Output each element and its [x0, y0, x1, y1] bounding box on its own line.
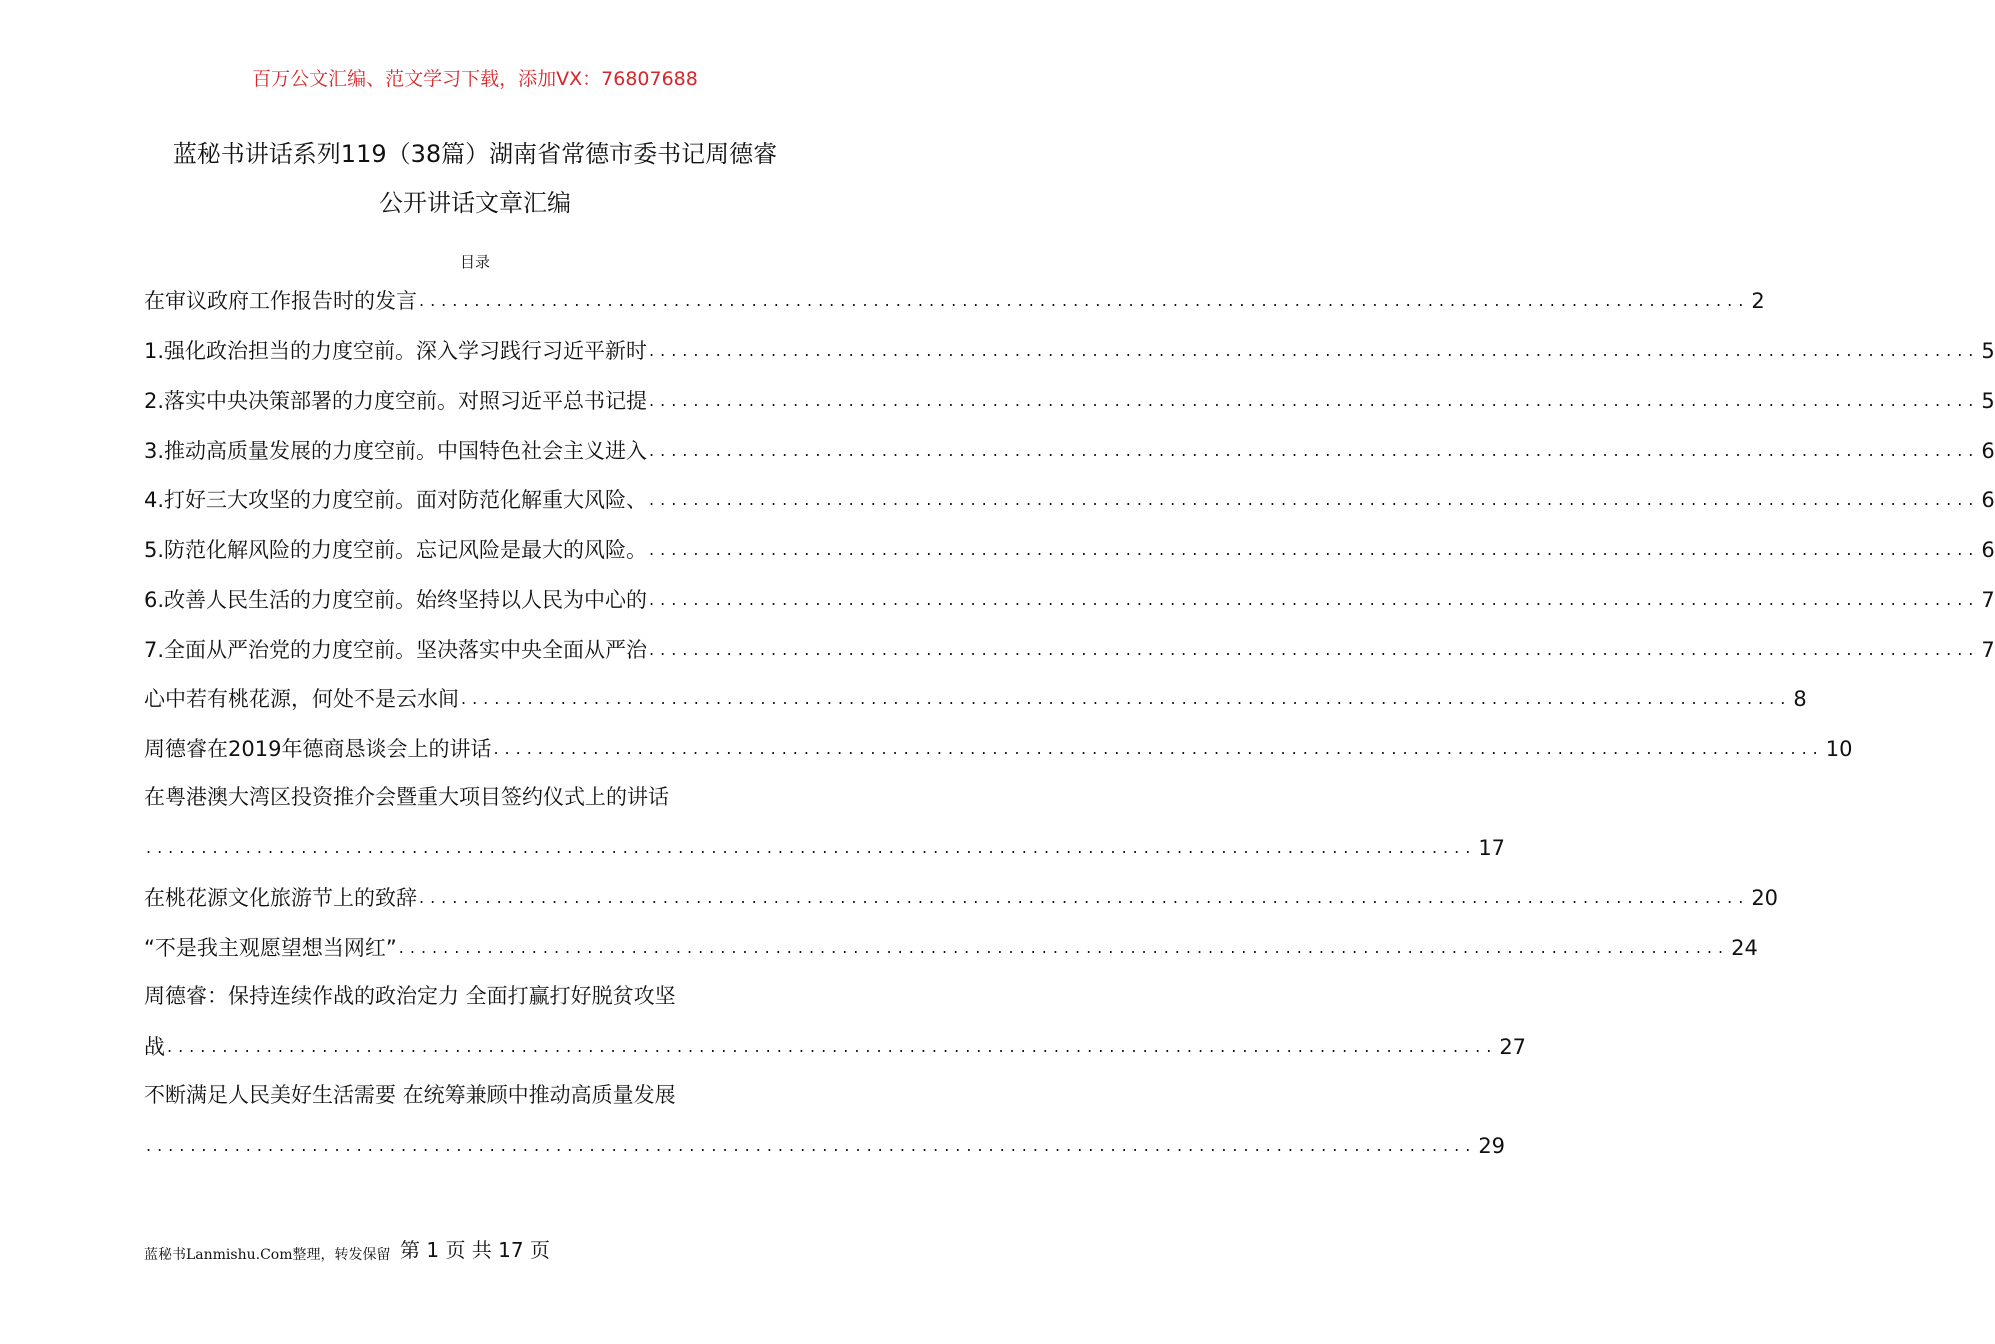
- toc-entry-page: 10: [1825, 737, 1853, 761]
- toc-entry-title: 周德睿在2019年德商恳谈会上的讲话: [144, 737, 492, 761]
- toc-leader-dots: ........................................................................................................................: [649, 590, 1980, 609]
- toc-entry-page: 2: [1751, 289, 1765, 313]
- toc-leader-dots: ........................................................................................................................: [649, 441, 1980, 460]
- toc-entry[interactable]: [144, 730, 1853, 764]
- toc-entry-title: 7.全面从严治党的力度空前。坚决落实中央全面从严治: [144, 638, 648, 662]
- toc-entry[interactable]: [144, 1127, 1506, 1161]
- toc-entry-page: 5: [1981, 339, 1995, 363]
- toc-entry-continuation: 战: [144, 1035, 165, 1059]
- toc-entry-title[interactable]: 在粤港澳大湾区投资推介会暨重大项目签约仪式上的讲话: [144, 785, 669, 809]
- toc-leader-dots: ........................................................................................................................: [146, 838, 1477, 857]
- toc-leader-dots: ........................................................................................................................: [419, 888, 1750, 907]
- toc-entry-page: 7: [1981, 638, 1995, 662]
- toc-entry[interactable]: [144, 1028, 1527, 1062]
- toc-leader-dots: ........................................................................................................................: [649, 490, 1980, 509]
- toc-leader-dots: ........................................................................................................................: [461, 689, 1792, 708]
- toc-entry[interactable]: [144, 879, 1779, 913]
- toc-entry[interactable]: [144, 432, 1995, 466]
- toc-entry-page: 17: [1478, 836, 1506, 860]
- toc-leader-dots: ........................................................................................................................: [649, 540, 1980, 559]
- toc-entry[interactable]: [144, 680, 1807, 714]
- toc-entry-title[interactable]: 周德睿：保持连续作战的政治定力 全面打赢打好脱贫攻坚: [144, 984, 676, 1008]
- toc-entry[interactable]: [144, 382, 1995, 416]
- promo-banner: 百万公文汇编、范文学习下载，添加VX：76807688: [252, 68, 698, 90]
- toc-entry-title: 4.打好三大攻坚的力度空前。面对防范化解重大风险、: [144, 488, 648, 512]
- toc-entry[interactable]: [144, 481, 1995, 515]
- toc-entry-page: 8: [1793, 687, 1807, 711]
- toc-leader-dots: ........................................................................................................................: [167, 1037, 1498, 1056]
- toc-entry-page: 24: [1731, 936, 1758, 960]
- toc-leader-dots: ........................................................................................................................: [649, 341, 1980, 360]
- toc-leader-dots: ........................................................................................................................: [419, 291, 1750, 310]
- toc-entry[interactable]: [144, 829, 1506, 863]
- toc-entry[interactable]: [144, 332, 1995, 366]
- toc-entry[interactable]: [144, 581, 1995, 615]
- toc-entry[interactable]: [144, 631, 1995, 665]
- toc-entry-page: 6: [1981, 439, 1995, 463]
- toc-entry-page: 5: [1981, 389, 1995, 413]
- document-title-line-2: 公开讲话文章汇编: [379, 189, 571, 217]
- toc-entry[interactable]: [144, 531, 1995, 565]
- toc-entry-page: 6: [1981, 488, 1995, 512]
- toc-entry-title: 5.防范化解风险的力度空前。忘记风险是最大的风险。: [144, 538, 648, 562]
- toc-leader-dots: ........................................................................................................................: [649, 640, 1980, 659]
- toc-entry[interactable]: [144, 282, 1765, 316]
- toc-entry[interactable]: [144, 929, 1758, 963]
- toc-entry-page: 6: [1981, 538, 1995, 562]
- document-title-line-1: 蓝秘书讲话系列119（38篇）湖南省常德市委书记周德睿: [172, 140, 778, 168]
- toc-leader-dots: ........................................................................................................................: [398, 938, 1730, 957]
- toc-entry-page: 20: [1751, 886, 1779, 910]
- toc-entry-title[interactable]: 不断满足人民美好生活需要 在统筹兼顾中推动高质量发展: [144, 1083, 676, 1107]
- toc-entry-title: 3.推动高质量发展的力度空前。中国特色社会主义进入: [144, 439, 648, 463]
- toc-entry-title: 心中若有桃花源，何处不是云水间: [144, 687, 459, 711]
- page-number: 第 1 页 共 17 页: [400, 1238, 550, 1262]
- toc-leader-dots: ........................................................................................................................: [649, 391, 1980, 410]
- footer-source-note: 蓝秘书Lanmishu.Com整理，转发保留: [144, 1247, 391, 1263]
- toc-heading: 目录: [459, 253, 490, 271]
- toc-leader-dots: ........................................................................................................................: [493, 739, 1824, 758]
- toc-entry-page: 7: [1981, 588, 1995, 612]
- toc-entry-page: 27: [1499, 1035, 1527, 1059]
- toc-entry-page: 29: [1478, 1134, 1506, 1158]
- toc-entry-title: 在桃花源文化旅游节上的致辞: [144, 886, 417, 910]
- toc-entry-title: 2.落实中央决策部署的力度空前。对照习近平总书记提: [144, 389, 648, 413]
- toc-entry-title: 1.强化政治担当的力度空前。深入学习践行习近平新时: [144, 339, 648, 363]
- toc-entry-title: “不是我主观愿望想当网红”: [144, 936, 397, 960]
- toc-leader-dots: ........................................................................................................................: [146, 1136, 1477, 1155]
- toc-entry-title: 在审议政府工作报告时的发言: [144, 289, 417, 313]
- toc-entry-title: 6.改善人民生活的力度空前。始终坚持以人民为中心的: [144, 588, 648, 612]
